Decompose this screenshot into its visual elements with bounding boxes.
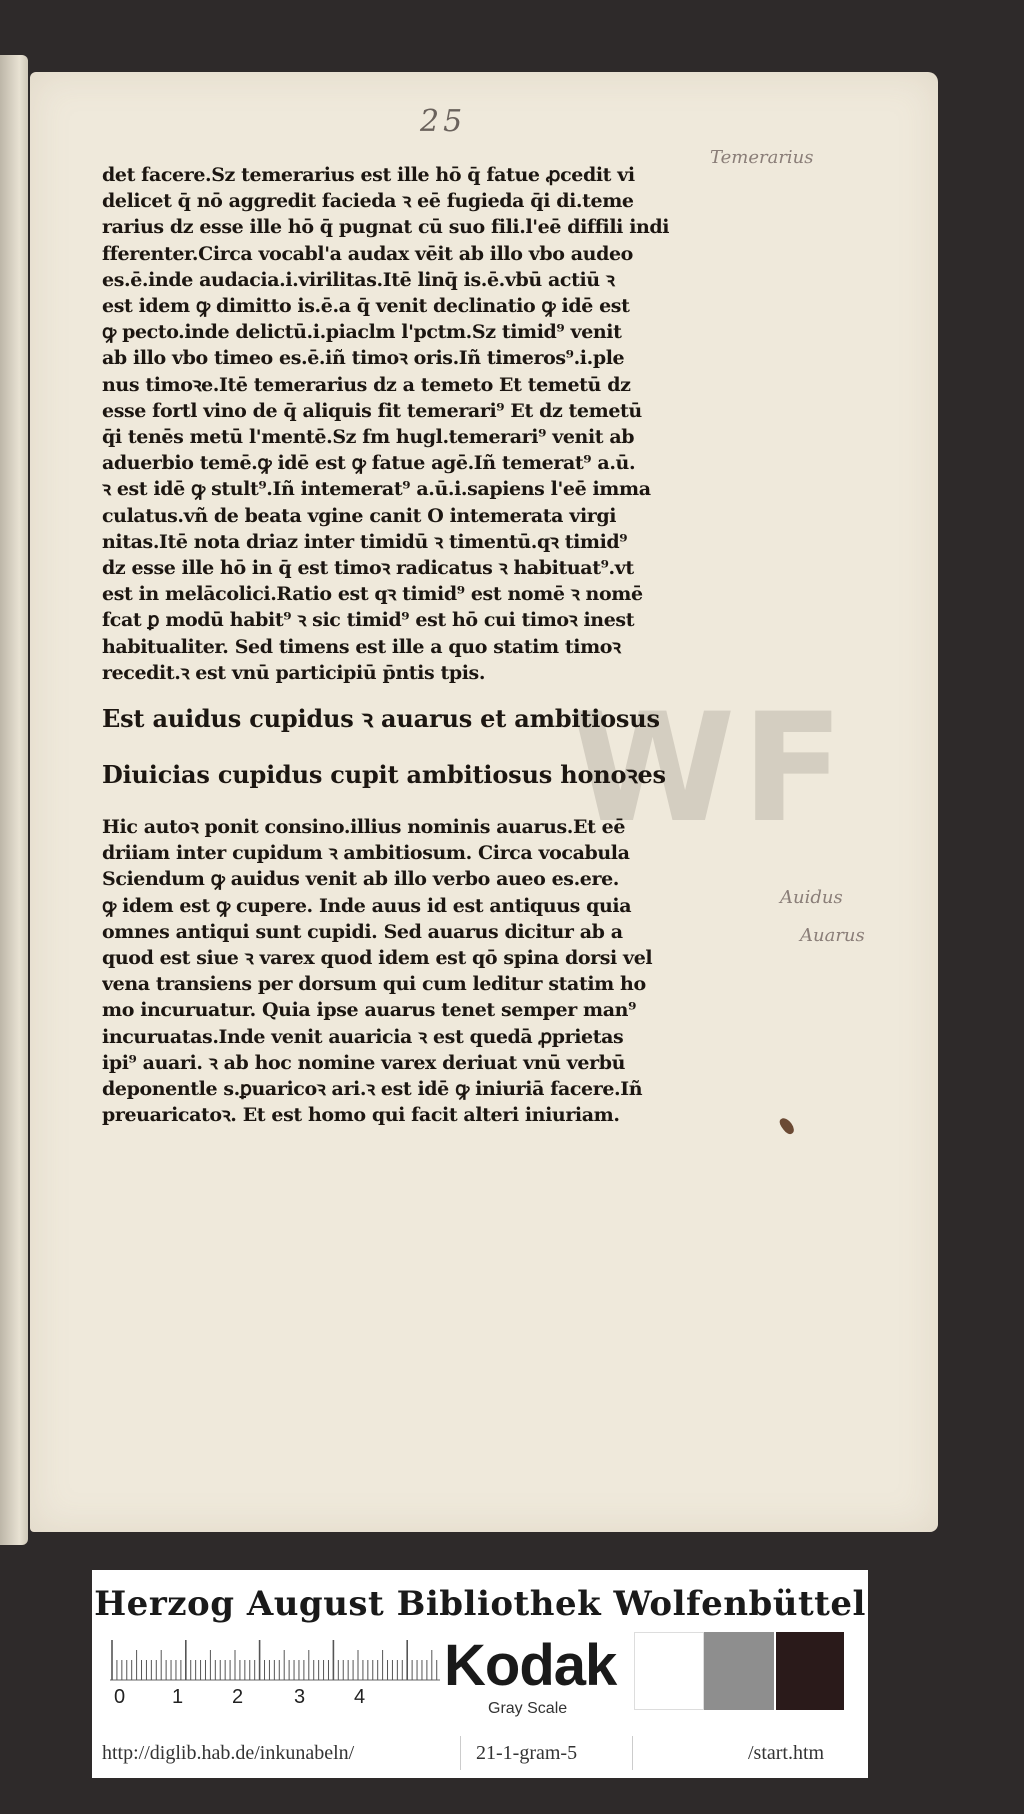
text-line: nus timoꝛe.Itē temerarius dz a temeto Et temetū dz bbox=[102, 373, 631, 396]
left-page-edge bbox=[0, 55, 28, 1545]
text-line: dz esse ille hō in q̄ est timoꝛ radicatus ꝛ habituat⁹.vt bbox=[102, 557, 634, 580]
manuscript-page bbox=[30, 72, 938, 1532]
text-line: recedit.ꝛ est vnū participiū p̄ntis tpis. bbox=[102, 661, 486, 684]
text-line: nitas.Itē nota driaz inter timidū ꝛ timentū.qꝛ timid⁹ bbox=[102, 530, 628, 553]
margin-note: Temerarius bbox=[710, 147, 814, 168]
text-line: culatus.vñ de beata vgine canit O intemerata virgi bbox=[102, 504, 617, 527]
ruler-label: 3 bbox=[294, 1686, 306, 1708]
watermark: WF bbox=[570, 682, 850, 856]
divider bbox=[632, 1736, 633, 1770]
text-line: fferenter.Circa vocabl'a audax vēit ab illo vbo audeo bbox=[102, 242, 633, 265]
text-line: esse fortl vino de q̄ aliquis fit temerari⁹ Et dz temetū bbox=[102, 399, 642, 422]
ruler-label: 4 bbox=[354, 1686, 366, 1708]
text-line: ipi⁹ auari. ꝛ ab hoc nomine varex deriuat vnū verbū bbox=[102, 1051, 626, 1074]
margin-note: Auidus bbox=[780, 887, 843, 908]
swatch-white bbox=[634, 1632, 704, 1710]
swatch-gray bbox=[704, 1632, 774, 1710]
ruler-label: 1 bbox=[172, 1686, 184, 1708]
verse-line: Diuicias cupidus cupit ambitiosus honoꝛes bbox=[102, 760, 666, 790]
url-base: http://diglib.hab.de/inkunabeln/ bbox=[102, 1742, 355, 1764]
text-block bbox=[102, 162, 702, 1129]
ruler-label: 0 bbox=[114, 1686, 126, 1708]
library-color-card bbox=[92, 1570, 868, 1778]
folio-number: 25 bbox=[420, 104, 467, 139]
text-line: preuaricatoꝛ. Et est homo qui facit alteri iniuriam. bbox=[102, 1104, 620, 1127]
text-line: det facere.Sz temerarius est ille hō q̄ fatue ꝓcedit vi bbox=[102, 164, 635, 186]
text-line: est in melācolici.Ratio est qꝛ timid⁹ est nomē ꝛ nomē bbox=[102, 583, 643, 606]
text-line: Hic autoꝛ ponit consino.illius nominis auarus.Et eē bbox=[102, 816, 626, 839]
ink-stain bbox=[778, 1116, 797, 1136]
paragraph-1 bbox=[102, 162, 702, 686]
text-line: mo incuruatur. Quia ipse auarus tenet semper man⁹ bbox=[102, 999, 637, 1022]
text-line: ꝙ idem est ꝙ cupere. Inde auus id est antiquus quia bbox=[102, 894, 632, 917]
swatch-black bbox=[776, 1632, 844, 1710]
text-line: delicet q̄ nō aggredit facieda ꝛ eē fugieda q̄i di.teme bbox=[102, 190, 634, 213]
text-line: ab illo vbo timeo es.ē.iñ timoꝛ oris.Iñ timeros⁹.i.ple bbox=[102, 347, 625, 370]
text-line: rarius dz esse ille hō q̄ pugnat cū suo fili.l'eē diffili indi bbox=[102, 216, 670, 239]
text-line: Sciendum ꝙ auidus venit ab illo verbo aueo es.ere. bbox=[102, 868, 619, 891]
card-title: Herzog August Bibliothek Wolfenbüttel bbox=[94, 1584, 866, 1624]
text-line: habitualiter. Sed timens est ille a quo statim timoꝛ bbox=[102, 635, 621, 658]
url-shelfmark: 21-1-gram-5 bbox=[476, 1742, 578, 1764]
gray-scale-label: Gray Scale bbox=[488, 1700, 568, 1717]
divider bbox=[460, 1736, 461, 1770]
kodak-logo: Kodak bbox=[444, 1633, 617, 1698]
text-line: vena transiens per dorsum qui cum leditur statim ho bbox=[102, 973, 646, 996]
text-line: incuruatas.Inde venit auaricia ꝛ est quedā ꝓprietas bbox=[102, 1025, 624, 1048]
section-heading: Est auidus cupidus ꝛ auarus et ambitiosus bbox=[102, 704, 660, 734]
text-line: q̄i tenēs metū l'mentē.Sz fm hugl.temerari⁹ venit ab bbox=[102, 426, 635, 449]
text-line: quod est siue ꝛ varex quod idem est qō spina dorsi vel bbox=[102, 947, 653, 970]
url-suffix: /start.htm bbox=[748, 1742, 825, 1764]
text-line: aduerbio temē.ꝙ idē est ꝙ fatue agē.Iñ temerat⁹ a.ū. bbox=[102, 452, 636, 475]
text-line: driiam inter cupidum ꝛ ambitiosum. Circa vocabula bbox=[102, 842, 630, 865]
text-line: es.ē.inde audacia.i.virilitas.Itē linq̄ is.ē.vbū actiū ꝛ bbox=[102, 268, 615, 291]
text-line: omnes antiqui sunt cupidi. Sed auarus dicitur ab a bbox=[102, 920, 623, 943]
text-line: deponentle s.ꝑuaricoꝛ ari.ꝛ est idē ꝙ iniuriā facere.Iñ bbox=[102, 1078, 643, 1101]
ruler bbox=[110, 1640, 440, 1710]
text-line: fcat ꝑ modū habit⁹ ꝛ sic timid⁹ est hō cui timoꝛ inest bbox=[102, 609, 635, 632]
ruler-label: 2 bbox=[232, 1686, 244, 1708]
text-line: ꝙ pecto.inde delictū.i.piaclm l'pctm.Sz timid⁹ venit bbox=[102, 321, 622, 344]
margin-note: Auarus bbox=[800, 925, 865, 946]
text-line: est idem ꝙ dimitto is.ē.a q̄ venit declinatio ꝙ idē est bbox=[102, 295, 630, 318]
text-line: ꝛ est idē ꝙ stult⁹.Iñ intemerat⁹ a.ū.i.sapiens l'eē imma bbox=[102, 478, 651, 501]
paragraph-2 bbox=[102, 814, 702, 1128]
